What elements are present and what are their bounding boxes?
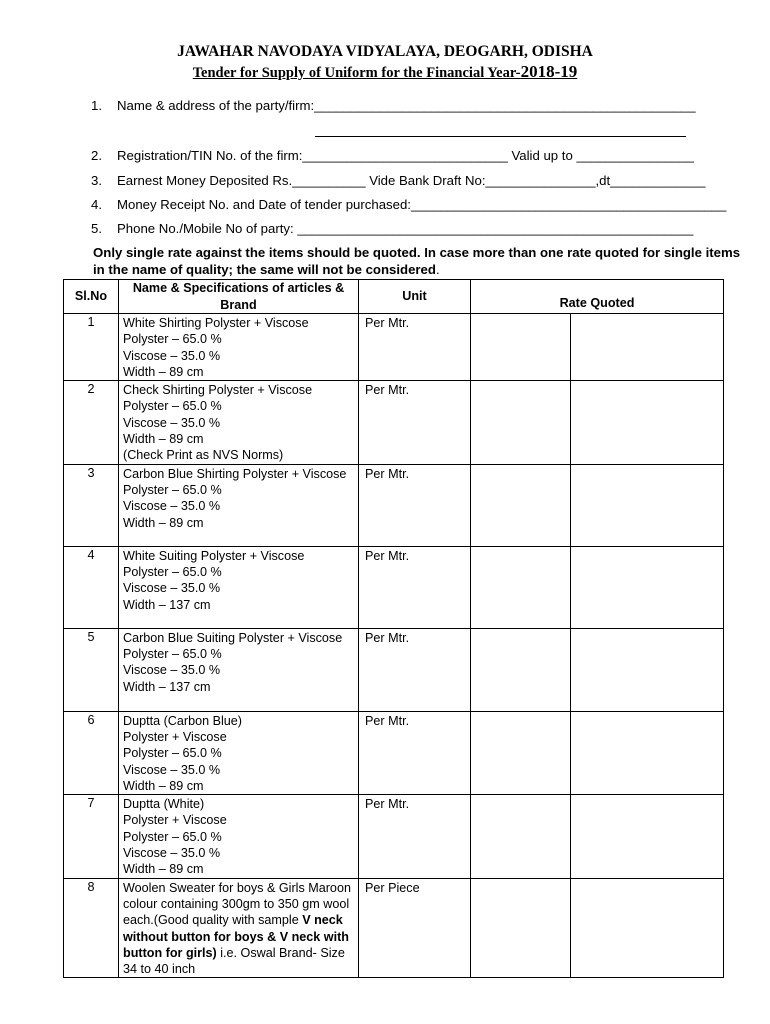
spec-line: White Shirting Polyster + Viscose	[123, 316, 309, 330]
rate-cell-1[interactable]	[471, 464, 571, 546]
row-slno: 1	[64, 314, 119, 381]
field-text: Earnest Money Deposited Rs.__________ Vide Bank Draft No:_______________,dt_____________	[117, 173, 706, 188]
spec-segment: Woolen Sweater for boys & Girls Maroon colour containing 300gm to 350 gm wool each.(Good quality with sample	[123, 880, 351, 928]
row-unit: Per Mtr.	[359, 314, 471, 381]
spec-line: Viscose – 35.0 %	[123, 846, 221, 861]
spec-line: Width – 89 cm	[123, 862, 204, 877]
rate-cell-1[interactable]	[471, 795, 571, 878]
rate-cell-2[interactable]	[571, 795, 724, 878]
field-money-receipt	[91, 197, 726, 212]
rate-cell-2[interactable]	[571, 464, 724, 546]
field-number: 4.	[91, 197, 102, 212]
table-row	[64, 711, 724, 794]
field-text: Name & address of the party/firm:____________________________________________________	[117, 98, 696, 113]
row-unit: Per Mtr.	[359, 795, 471, 878]
document-subtitle	[0, 62, 770, 82]
spec-line: Carbon Blue Suiting Polyster + Viscose	[123, 630, 343, 645]
table-row	[64, 878, 724, 978]
spec-segment: V neck without button for boys & V neck with button for girls)	[123, 913, 349, 960]
row-slno: 6	[64, 711, 119, 794]
field-text: Phone No./Mobile No of party: ______________________________________________________	[117, 221, 694, 236]
spec-line: Polyster – 65.0 %	[123, 399, 222, 414]
rate-cell-1[interactable]	[471, 546, 571, 628]
header-unit: Unit	[359, 280, 471, 314]
rate-cell-1[interactable]	[471, 628, 571, 711]
rate-cell-2[interactable]	[571, 878, 724, 978]
field-number: 2.	[91, 148, 102, 163]
rate-cell-1[interactable]	[471, 314, 571, 381]
row-unit: Per Mtr.	[359, 628, 471, 711]
field-text: Money Receipt No. and Date of tender purchased:___________________________________________	[117, 197, 727, 212]
row-unit: Per Mtr.	[359, 464, 471, 546]
spec-line: Viscose – 35.0 %	[123, 499, 221, 514]
rate-cell-1[interactable]	[471, 878, 571, 978]
header-name-spec: Name & Specifications of articles & Brand	[119, 280, 359, 314]
table-row	[64, 381, 724, 464]
row-unit: Per Piece	[359, 878, 471, 978]
spec-line: Polyster – 65.0 %	[123, 332, 222, 347]
spec-line: Width – 89 cm	[123, 515, 204, 530]
document-title: JAWAHAR NAVODAYA VIDYALAYA, DEOGARH, ODISHA	[177, 43, 593, 60]
field-party-name	[91, 98, 696, 113]
rate-cell-2[interactable]	[571, 711, 724, 794]
rate-cell-2[interactable]	[571, 546, 724, 628]
spec-line: Width – 89 cm	[123, 778, 204, 793]
rate-cell-1[interactable]	[471, 711, 571, 794]
row-specification	[119, 711, 359, 794]
spec-line: Viscose – 35.0 %	[123, 415, 221, 430]
table-header-row	[64, 280, 724, 314]
row-specification	[119, 546, 359, 628]
spec-line: Viscose – 35.0 %	[123, 762, 221, 777]
spec-line: Width – 89 cm	[123, 432, 204, 447]
row-slno: 5	[64, 628, 119, 711]
rate-cell-2[interactable]	[571, 628, 724, 711]
spec-line: Width – 137 cm	[123, 679, 211, 694]
field-number: 5.	[91, 221, 102, 236]
spec-segment: i.e. Oswal Brand- Size 34 to 40 inch	[123, 945, 345, 977]
items-table	[63, 279, 724, 978]
field-phone	[91, 221, 693, 236]
spec-line: Width – 89 cm	[123, 364, 204, 379]
spec-line: Viscose – 35.0 %	[123, 581, 221, 596]
table-row	[64, 628, 724, 711]
row-specification	[119, 878, 359, 978]
row-slno: 2	[64, 381, 119, 464]
rate-cell-1[interactable]	[471, 381, 571, 464]
spec-line: Polyster – 65.0 %	[123, 829, 222, 844]
spec-line: Polyster + Viscose	[123, 729, 227, 744]
spec-line: White Suiting Polyster + Viscose	[123, 548, 305, 563]
row-specification	[119, 628, 359, 711]
spec-line: Polyster – 65.0 %	[123, 482, 222, 497]
row-unit: Per Mtr.	[359, 381, 471, 464]
note-bold-text: Only single rate against the items should be quoted. In case more than one rate quoted for single items in the name of quality; the same will not be considered	[93, 245, 741, 277]
spec-line: Duptta (Carbon Blue)	[123, 713, 243, 728]
field-number: 3.	[91, 173, 102, 188]
spec-line: Polyster – 65.0 %	[123, 564, 222, 579]
spec-line: Viscose – 35.0 %	[123, 663, 221, 678]
table-row	[64, 464, 724, 546]
row-unit: Per Mtr.	[359, 711, 471, 794]
table-row	[64, 546, 724, 628]
rate-cell-2[interactable]	[571, 381, 724, 464]
subtitle-year: 2018-19	[520, 62, 578, 81]
field-earnest-money	[91, 173, 706, 188]
row-slno: 4	[64, 546, 119, 628]
spec-line: Carbon Blue Shirting Polyster + Viscose	[123, 466, 347, 481]
field-registration	[91, 148, 694, 163]
header-slno: Sl.No	[64, 280, 119, 314]
table-row	[64, 314, 724, 381]
table-row	[64, 795, 724, 878]
row-specification	[119, 795, 359, 878]
field-number: 1.	[91, 98, 102, 113]
row-specification	[119, 381, 359, 464]
spec-line: Viscose – 35.0 %	[123, 348, 221, 363]
spec-line: Polyster – 65.0 %	[123, 746, 222, 761]
spec-line: Check Shirting Polyster + Viscose	[123, 383, 313, 398]
spec-line: Polyster – 65.0 %	[123, 646, 222, 661]
row-specification	[119, 314, 359, 381]
spec-line: (Check Print as NVS Norms)	[123, 448, 284, 463]
row-specification	[119, 464, 359, 546]
rate-cell-2[interactable]	[571, 314, 724, 381]
note-end-text: .	[435, 261, 440, 277]
spec-line: Width – 137 cm	[123, 597, 211, 612]
row-slno: 7	[64, 795, 119, 878]
subtitle-text: Tender for Supply of Uniform for the Financial Year-	[192, 65, 521, 81]
header-rate-quoted: Rate Quoted	[471, 280, 724, 314]
spec-line: Duptta (White)	[123, 797, 205, 812]
field-text: Registration/TIN No. of the firm:____________________________ Valid up to ________________	[117, 148, 694, 163]
row-unit: Per Mtr.	[359, 546, 471, 628]
spec-line: Polyster + Viscose	[123, 813, 227, 828]
row-slno: 8	[64, 878, 119, 978]
row-slno: 3	[64, 464, 119, 546]
fill-line-address	[315, 136, 686, 137]
quote-note	[93, 245, 743, 278]
